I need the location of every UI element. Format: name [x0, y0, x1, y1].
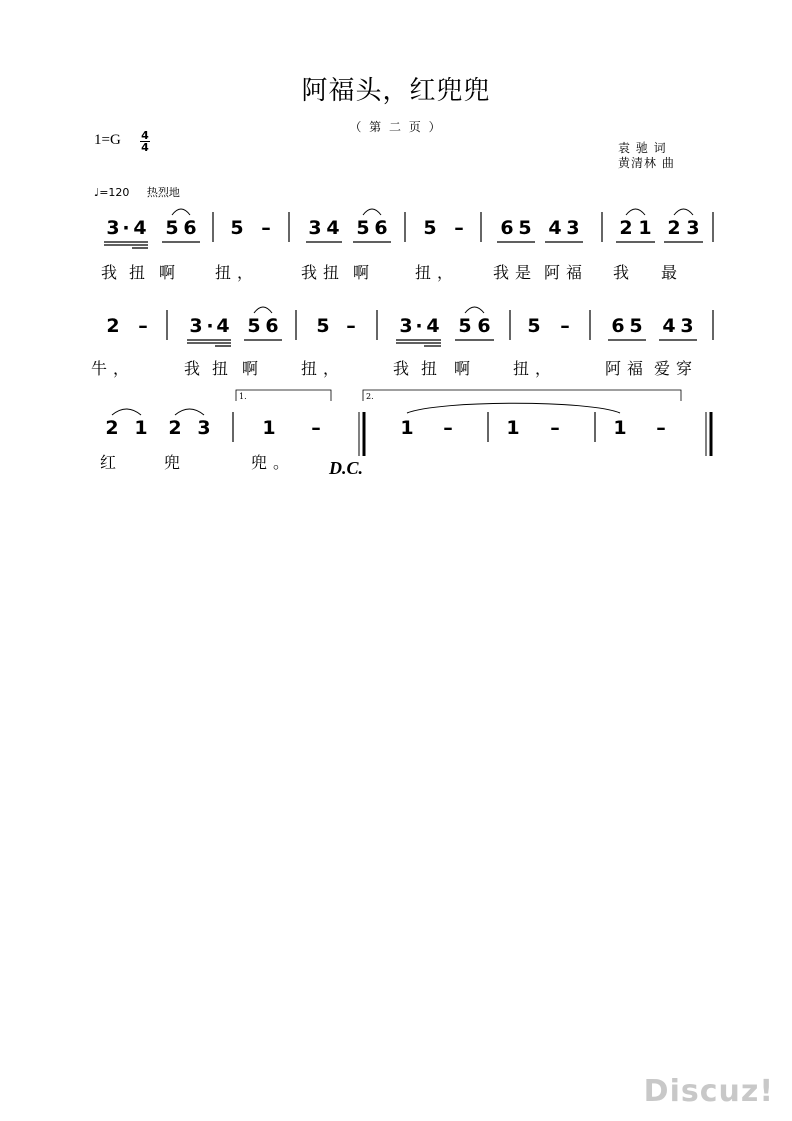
- note: –: [656, 417, 666, 439]
- volta-1-label: 1.: [239, 392, 247, 401]
- note: 4: [216, 315, 230, 337]
- note: 3: [197, 417, 211, 439]
- note: 5: [356, 217, 370, 239]
- lyric: 兜。: [250, 453, 296, 472]
- note: 5: [458, 315, 472, 337]
- note: 4: [662, 315, 676, 337]
- page-subtitle: （ 第 二 页 ）: [349, 120, 443, 134]
- note: 4: [133, 217, 147, 239]
- note: 5: [527, 315, 541, 337]
- note: 5: [247, 315, 261, 337]
- note: ·: [415, 315, 423, 337]
- slur: [363, 209, 381, 215]
- lyric: 我扭: [300, 263, 346, 282]
- note: ·: [206, 315, 214, 337]
- time-bottom: 4: [141, 141, 149, 154]
- note: 3: [106, 217, 120, 239]
- note: 5: [518, 217, 532, 239]
- note: 2: [106, 315, 120, 337]
- note: 1: [134, 417, 148, 439]
- lyric: 牛，: [90, 359, 136, 378]
- composer-credit: 黄清林 曲: [618, 156, 675, 170]
- note: 1: [638, 217, 652, 239]
- note: 4: [548, 217, 562, 239]
- note: 3: [566, 217, 580, 239]
- note: 6: [265, 315, 279, 337]
- slur: [172, 209, 190, 215]
- lyric: 红: [99, 453, 123, 472]
- note: 6: [374, 217, 388, 239]
- note: 3: [308, 217, 322, 239]
- lyric: 扭，: [512, 359, 558, 378]
- tempo-value: ♩=120: [94, 186, 130, 199]
- lyric: 我: [612, 263, 636, 282]
- slur: [626, 209, 645, 215]
- note: 2: [619, 217, 633, 239]
- volta-2-label: 2.: [366, 392, 374, 401]
- note: –: [443, 417, 453, 439]
- lyric: 最: [660, 263, 684, 282]
- note: –: [454, 217, 464, 239]
- note: 5: [629, 315, 643, 337]
- lyric: 我: [392, 359, 416, 378]
- note: 3: [189, 315, 203, 337]
- note: 2: [168, 417, 182, 439]
- slur: [112, 409, 141, 415]
- note: –: [346, 315, 356, 337]
- lyric: 扭: [128, 263, 152, 282]
- slur: [175, 409, 204, 415]
- song-title: 阿福头，红兜兜: [301, 76, 491, 106]
- lyric: 扭，: [414, 263, 460, 282]
- lyric: 啊: [158, 263, 182, 282]
- note: –: [550, 417, 560, 439]
- note: 4: [326, 217, 340, 239]
- note: 3: [680, 315, 694, 337]
- lyric: 扭: [420, 359, 444, 378]
- lyricist-credit: 袁 驰 词: [618, 141, 667, 155]
- note: 5: [316, 315, 330, 337]
- note: 1: [400, 417, 414, 439]
- note: 6: [611, 315, 625, 337]
- note: 1: [506, 417, 520, 439]
- note: 1: [613, 417, 627, 439]
- note: 1: [262, 417, 276, 439]
- note: 3: [399, 315, 413, 337]
- lyric: 啊: [352, 263, 376, 282]
- note: –: [311, 417, 321, 439]
- lyric: 啊: [453, 359, 477, 378]
- lyric: 阿福: [604, 359, 650, 378]
- lyric: 啊: [241, 359, 265, 378]
- watermark-logo: Discuz!: [643, 1074, 774, 1109]
- note: 5: [230, 217, 244, 239]
- note: 6: [183, 217, 197, 239]
- slur: [465, 307, 484, 313]
- note: 2: [105, 417, 119, 439]
- lyric: 阿福: [543, 263, 589, 282]
- lyric: 我是: [492, 263, 538, 282]
- tie: [407, 403, 620, 413]
- lyric: 爱穿: [653, 359, 699, 378]
- note: 6: [500, 217, 514, 239]
- note: 5: [165, 217, 179, 239]
- lyric: 扭，: [300, 359, 346, 378]
- da-capo-marking: D.C.: [329, 458, 364, 478]
- expression-marking: 热烈地: [146, 186, 180, 199]
- note: –: [138, 315, 148, 337]
- volta-1-bracket: [236, 390, 331, 401]
- note: –: [560, 315, 570, 337]
- note: –: [261, 217, 271, 239]
- time-top: 4: [141, 129, 149, 142]
- lyric: 扭: [211, 359, 235, 378]
- lyric: 我: [183, 359, 207, 378]
- lyric: 扭，: [214, 263, 260, 282]
- lyric: 兜: [163, 453, 187, 472]
- note: 5: [423, 217, 437, 239]
- volta-2-bracket: [363, 390, 681, 401]
- slur: [674, 209, 693, 215]
- note: 2: [667, 217, 681, 239]
- key-label: 1=G: [94, 132, 121, 148]
- note: ·: [122, 217, 130, 239]
- note: 3: [686, 217, 700, 239]
- slur: [254, 307, 272, 313]
- note: 6: [477, 315, 491, 337]
- note: 4: [426, 315, 440, 337]
- lyric: 我: [100, 263, 124, 282]
